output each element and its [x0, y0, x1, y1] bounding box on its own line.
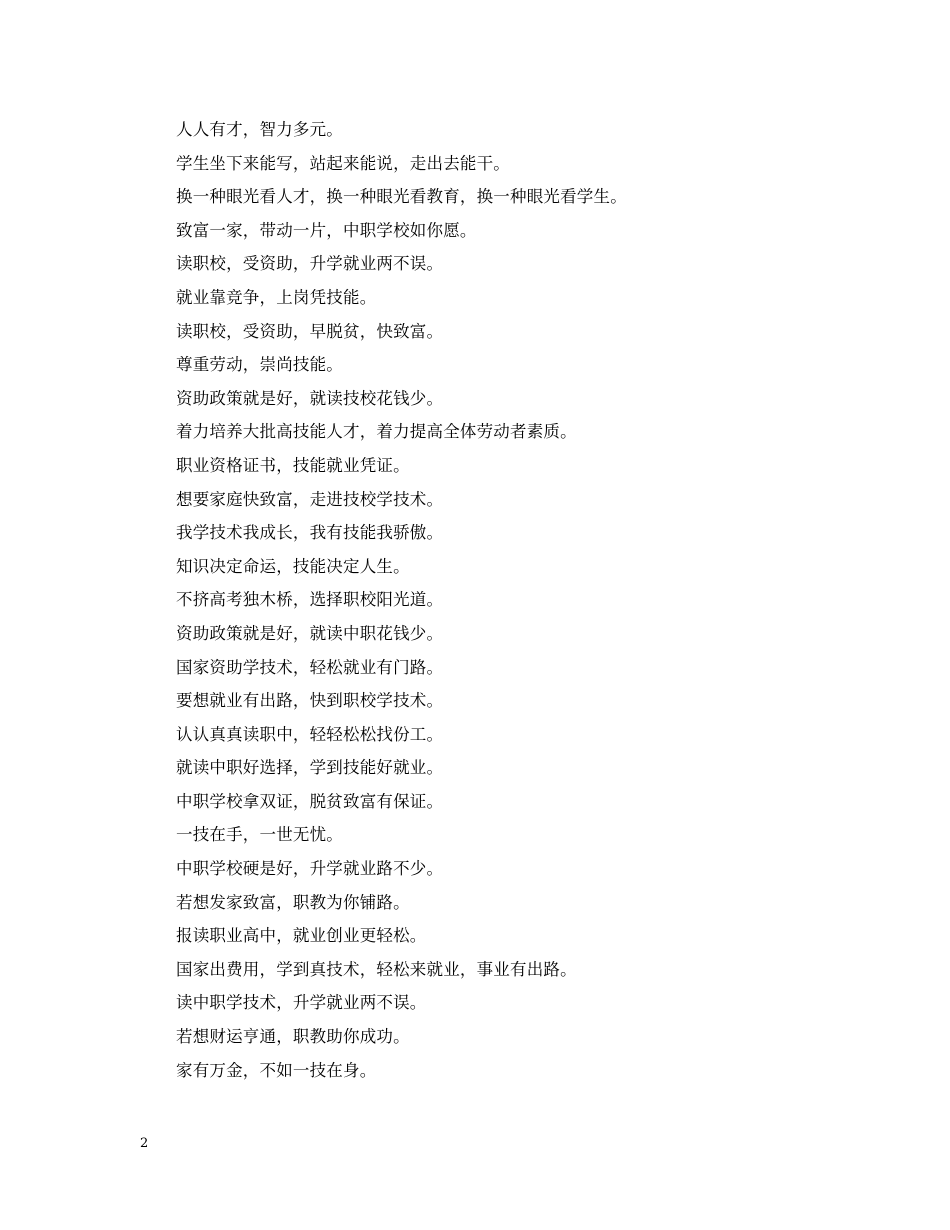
slogan-line: 读职校，受资助，升学就业两不误。: [176, 254, 444, 274]
page-number: 2: [140, 1136, 149, 1151]
slogan-list: [176, 116, 896, 1090]
slogan-line: 报读职业高中，就业创业更轻松。: [176, 926, 427, 946]
slogan-line: 致富一家，带动一片，中职学校如你愿。: [176, 220, 477, 240]
slogan-line: 国家资助学技术，轻松就业有门路。: [176, 657, 444, 677]
slogan-line: 着力培养大批高技能人才，着力提高全体劳动者素质。: [176, 422, 577, 442]
slogan-line: 不挤高考独木桥，选择职校阳光道。: [176, 590, 444, 610]
slogan-line: 知识决定命运，技能决定人生。: [176, 556, 410, 576]
slogan-line: 人人有才，智力多元。: [176, 120, 343, 139]
slogan-line: 想要家庭快致富，走进技校学技术。: [176, 489, 444, 509]
slogan-line: 中职学校硬是好，升学就业路不少。: [176, 859, 444, 879]
slogan-line: 资助政策就是好，就读中职花钱少。: [176, 623, 444, 643]
slogan-line: 职业资格证书，技能就业凭证。: [176, 455, 410, 475]
slogan-line: 我学技术我成长，我有技能我骄傲。: [176, 523, 444, 543]
slogan-line: 读职校，受资助，早脱贫，快致富。: [176, 321, 444, 341]
slogan-line: 一技在手，一世无忧。: [176, 825, 343, 845]
slogan-line: 资助政策就是好，就读技校花钱少。: [176, 388, 444, 408]
slogan-line: 中职学校拿双证，脱贫致富有保证。: [176, 791, 444, 811]
slogan-line: 要想就业有出路，快到职校学技术。: [176, 691, 444, 711]
slogan-line: 就读中职好选择，学到技能好就业。: [176, 758, 444, 778]
slogan-line: 读中职学技术，升学就业两不误。: [176, 993, 427, 1013]
slogan-line: 国家出费用，学到真技术，轻松来就业，事业有出路。: [176, 959, 577, 979]
slogan-line: 家有万金，不如一技在身。: [176, 1060, 377, 1080]
slogan-line: 若想发家致富，职教为你铺路。: [176, 892, 410, 912]
slogan-line: 学生坐下来能写，站起来能说，走出去能干。: [176, 153, 510, 173]
slogan-line: 尊重劳动，崇尚技能。: [176, 355, 343, 375]
slogan-line: 换一种眼光看人才，换一种眼光看教育，换一种眼光看学生。: [176, 187, 627, 207]
slogan-line: 就业靠竞争，上岗凭技能。: [176, 287, 377, 307]
slogan-line: 认认真真读职中，轻轻松松找份工。: [176, 724, 444, 744]
slogan-line: 若想财运亨通，职教助你成功。: [176, 1027, 410, 1047]
